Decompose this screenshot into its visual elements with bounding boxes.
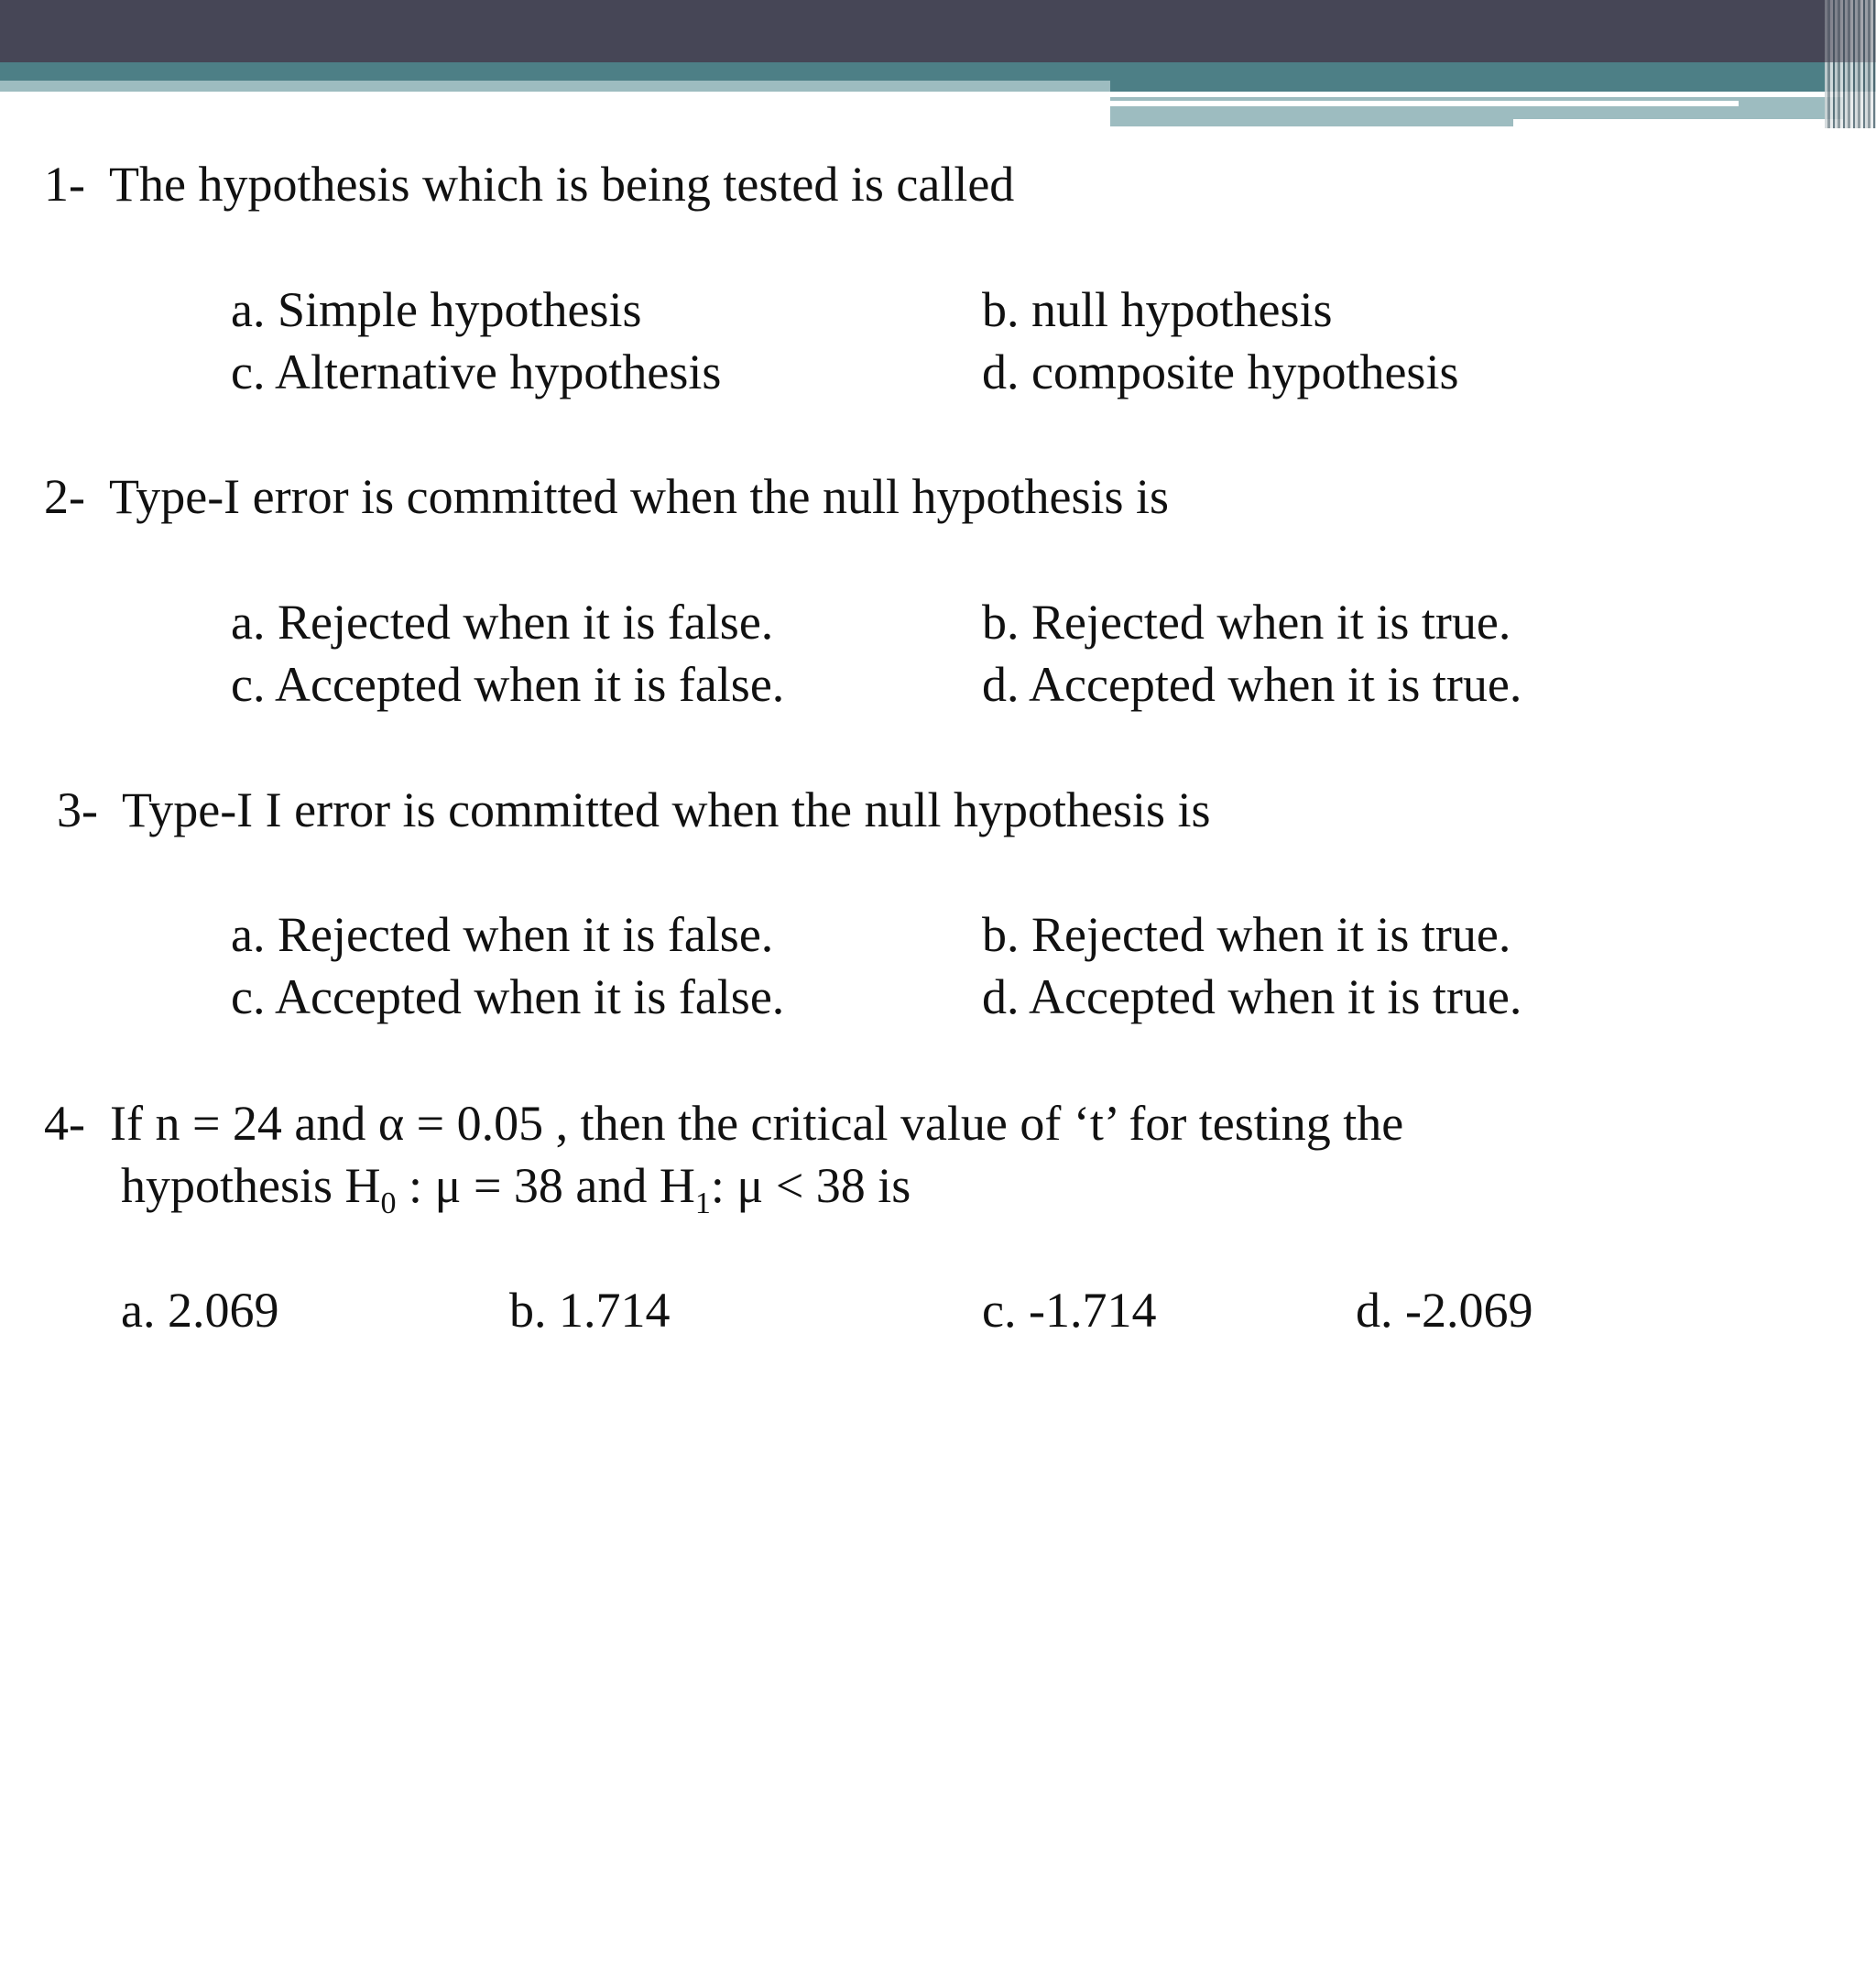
- header-light-band-left: [0, 81, 1110, 92]
- header-stripes-shade: [1825, 0, 1876, 62]
- question-3-number: 3-: [57, 782, 98, 837]
- question-1-option-a: a. Simple hypothesis: [231, 282, 642, 337]
- question-1-option-c: c. Alternative hypothesis: [231, 344, 722, 399]
- h0-subscript: 0: [380, 1186, 397, 1220]
- question-3: [57, 779, 1211, 841]
- question-1-number: 1-: [44, 157, 85, 212]
- question-1-text: The hypothesis which is being tested is called: [109, 157, 1015, 212]
- question-4-option-b: b. 1.714: [509, 1283, 671, 1338]
- question-4-number: 4-: [44, 1096, 85, 1151]
- question-4-line-1: [44, 1092, 1403, 1154]
- question-2-option-c: c. Accepted when it is false.: [231, 657, 785, 712]
- header-dark-band: [0, 0, 1876, 62]
- question-4-hypothesis-prefix: hypothesis H: [121, 1158, 381, 1213]
- question-2-option-d: d. Accepted when it is true.: [982, 657, 1522, 712]
- question-2: [44, 465, 1169, 528]
- header-white-line: [1110, 101, 1739, 106]
- h1-subscript: 1: [694, 1186, 711, 1220]
- question-3-option-d: d. Accepted when it is true.: [982, 969, 1522, 1024]
- question-4-alternative-hypothesis: : μ < 38 is: [710, 1158, 911, 1213]
- question-1-option-d: d. composite hypothesis: [982, 344, 1459, 399]
- question-3-option-a: a. Rejected when it is false.: [231, 907, 774, 962]
- question-3-option-b: b. Rejected when it is true.: [982, 907, 1511, 962]
- question-4-option-a: a. 2.069: [121, 1283, 279, 1338]
- question-2-number: 2-: [44, 469, 85, 524]
- question-4-null-hypothesis: : μ = 38 and H: [396, 1158, 695, 1213]
- question-4-line-2: [121, 1154, 911, 1220]
- question-2-text: Type-I error is committed when the null hypothesis is: [109, 469, 1170, 524]
- question-4-option-c: c. -1.714: [982, 1283, 1157, 1338]
- question-3-option-c: c. Accepted when it is false.: [231, 969, 785, 1024]
- question-2-option-b: b. Rejected when it is true.: [982, 595, 1511, 650]
- question-4-text: If n = 24 and α = 0.05 , then the critical value of ‘t’ for testing the: [109, 1096, 1404, 1151]
- question-4-option-d: d. -2.069: [1356, 1283, 1533, 1338]
- question-2-option-a: a. Rejected when it is false.: [231, 595, 774, 650]
- question-1: [44, 153, 1014, 215]
- question-3-text: Type-I I error is committed when the null hypothesis is: [122, 782, 1211, 837]
- header-white-step: [1513, 119, 1876, 128]
- question-1-option-b: b. null hypothesis: [982, 282, 1333, 337]
